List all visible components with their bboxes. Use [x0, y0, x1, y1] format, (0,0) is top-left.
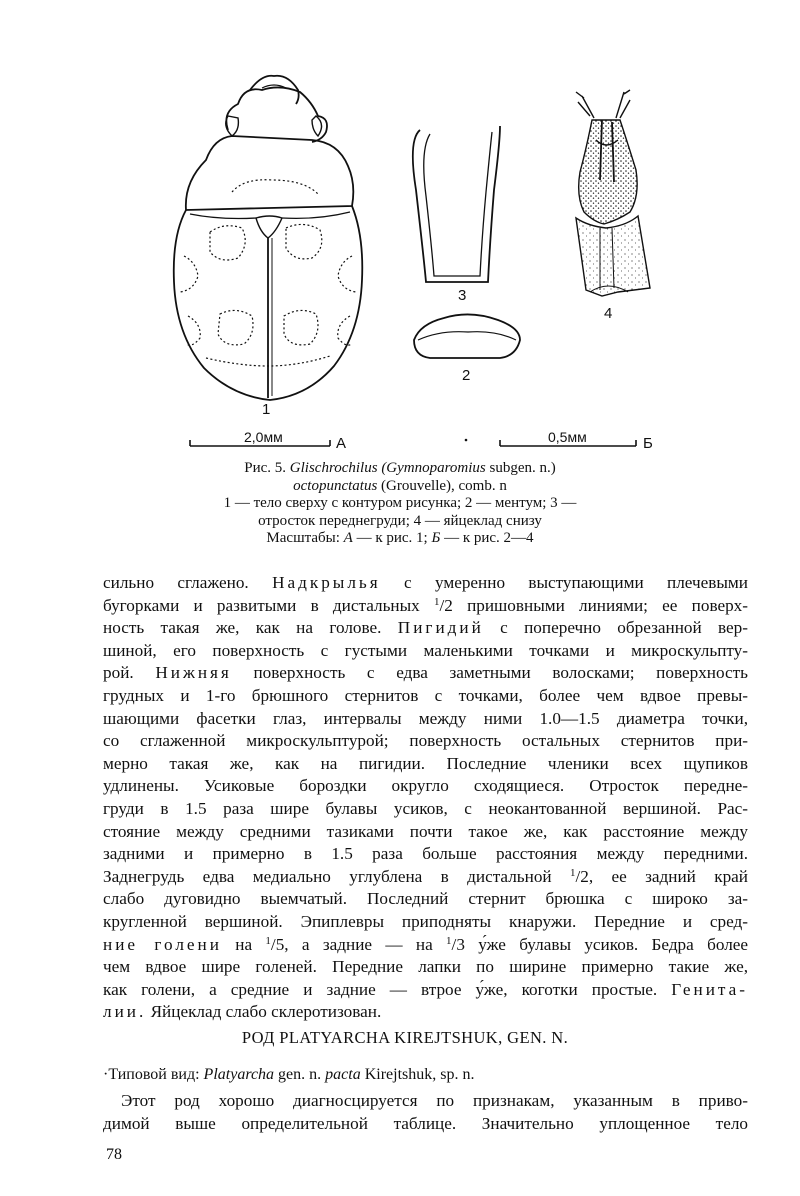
body-line: слабо дуговидно выемчатый. Последний стернит брюшка с широко за-: [103, 889, 748, 909]
body-line: груди в 1.5 раза шире булавы усиков, с неокантованной вершиной. Рас-: [103, 798, 748, 818]
fig-label-1: 1: [262, 401, 271, 418]
body-text: с умеренно выступающими плечевыми: [404, 573, 748, 592]
body-line: удлинены. Усиковые бороздки округло сходящиеся. Отросток передне-: [103, 776, 748, 796]
prosternal-process-drawing: [413, 126, 500, 282]
fraction-numerator: 1: [433, 595, 440, 608]
body-text: на: [235, 934, 253, 954]
caption-scale-b-text: — к рис. 2—4: [444, 530, 534, 546]
body-text: ность такая же, как на голове.: [103, 618, 382, 638]
body-text: поверхность с едва заметными волосками; поверхность: [253, 663, 748, 683]
scale-a-letter: А: [336, 435, 347, 452]
caption-subgenus: (Gymnoparomius: [381, 460, 486, 476]
caption-line-2: [100, 478, 700, 496]
body-line: [103, 572, 748, 595]
body-line: со сглаженной микроскульптурой; поверхность остальных стернитов при-: [103, 731, 748, 751]
type-species-line: [103, 1066, 474, 1084]
body-line: задними и примерно в 1.5 раза больше расстояния между передними.: [103, 844, 748, 864]
caption-scales-prefix: Масштабы:: [266, 530, 340, 546]
body-line: стояние между средними тазиками почти такое же, как расстояние между: [103, 821, 748, 841]
spaced-term: Нижняя: [155, 663, 232, 683]
caption-line-1: [100, 460, 700, 478]
figure-caption: [100, 460, 700, 548]
caption-scale-a-text: — к рис. 1;: [356, 530, 428, 546]
beetle-dorsal-drawing: [174, 76, 363, 400]
genus-description-paragraph: [103, 1090, 748, 1135]
body-text: ее задний край: [611, 866, 748, 886]
type-species-prefix: ·Типовой вид:: [103, 1066, 200, 1083]
body-line: Этот род хорошо диагносцируется по признакам, указанным в приво-: [121, 1091, 748, 1110]
genus-heading: РОД PLATYARCHA KIREJTSHUK, GEN. N.: [241, 1028, 569, 1047]
body-line: мерно такая же, как на пигидии. Последние членики всех щупиков: [103, 753, 748, 773]
body-line: [103, 595, 748, 618]
body-text: Яйцеклад слабо склеротизован.: [150, 1002, 382, 1022]
body-line: Заднегрудь едва медиально углублена в дистальной $^1$/2, ее задний край: [103, 866, 748, 886]
caption-line-3: 1 — тело сверху с контуром рисунка; 2 — ментум; 3 —: [223, 495, 577, 511]
body-text: у́же булавы усиков. Бедра более: [478, 934, 748, 954]
body-text: рой.: [103, 663, 134, 683]
fraction-numerator: 1: [446, 934, 452, 947]
fraction-denominator: /5,: [270, 934, 289, 954]
body-text: а задние — на: [301, 934, 433, 954]
caption-line-5: [100, 530, 700, 548]
body-line: кругленной вершиной. Эпиплевры приподняты кнаружи. Передние и сред-: [103, 911, 748, 931]
fig-label-3: 3: [458, 287, 467, 304]
body-text: с поперечно обрезанной вер-: [500, 618, 748, 638]
stray-dot: [465, 439, 468, 442]
fig-label-4: 4: [604, 305, 613, 322]
caption-genus: Glischrochilus: [289, 460, 378, 476]
figure-illustration: [0, 0, 800, 460]
spaced-term: Генита-: [671, 979, 748, 999]
caption-subgenus-note: subgen. n.): [489, 460, 556, 476]
caption-line-4: отросток переднегруди; 4 — яйцеклад снизу: [258, 512, 542, 529]
spaced-term: Пигидий: [397, 618, 484, 638]
scale-a-value: 2,0мм: [244, 429, 283, 445]
spaced-term: лии.: [103, 1002, 147, 1022]
body-line: шиной, его поверхность с густыми маленькими точками и микроскульпту-: [103, 640, 748, 660]
caption-scale-b-letter: Б: [431, 530, 441, 546]
body-line: [103, 617, 748, 640]
caption-author: (Grouvelle), comb. n: [381, 477, 507, 494]
body-line: [103, 1001, 748, 1024]
body-line: димой выше определительной таблице. Значительно уплощенное тело: [103, 1113, 748, 1133]
fraction-denominator: /2: [439, 595, 453, 615]
body-line: [103, 979, 748, 1002]
body-text: как голени, а средние и задние — втрое у́же, коготки простые.: [103, 979, 658, 999]
body-text: сильно сглажено.: [103, 573, 249, 592]
type-species-mid: gen. n.: [278, 1066, 322, 1083]
caption-fig-label: Рис. 5.: [244, 460, 287, 476]
body-line: чем вдвое шире голеней. Передние лапки по ширине примерно такие же,: [103, 957, 748, 977]
page-number: 78: [106, 1146, 122, 1163]
scale-b-value: 0,5мм: [548, 429, 587, 445]
fraction-numerator: 1: [265, 934, 271, 947]
ovipositor-drawing: [576, 90, 650, 296]
type-species-genus: Platyarcha: [203, 1066, 275, 1083]
type-species-species: pacta: [325, 1066, 361, 1083]
body-text: бугорками и развитыми в дистальных: [103, 595, 420, 615]
spaced-term: Надкрылья: [272, 573, 381, 592]
fig-label-2: 2: [462, 367, 471, 384]
fraction-denominator: /3: [451, 934, 465, 954]
fraction-denominator: /2: [575, 866, 589, 886]
body-line: [103, 662, 748, 685]
fraction-numerator: 1: [569, 866, 576, 879]
body-text: Заднегрудь едва медиально углублена в дистальной: [103, 866, 552, 886]
body-text: пришовными линиями; ее поверх-: [467, 595, 748, 615]
type-species-author: Kirejtshuk, sp. n.: [364, 1066, 475, 1083]
caption-scale-a-letter: А: [343, 530, 353, 546]
mentum-drawing: [414, 314, 520, 358]
spaced-term: ние голени: [103, 934, 222, 954]
body-paragraph: [103, 572, 748, 1024]
body-line: грудных и 1-го брюшного стернитов с точками, более чем вдвое превы-: [103, 685, 748, 705]
caption-species: octopunctatus: [293, 477, 378, 494]
body-line: шающими фасетки глаз, интервалы между ними 1.0—1.5 диаметра точки,: [103, 708, 748, 728]
body-line: [103, 934, 748, 957]
scale-b-letter: Б: [643, 435, 653, 452]
